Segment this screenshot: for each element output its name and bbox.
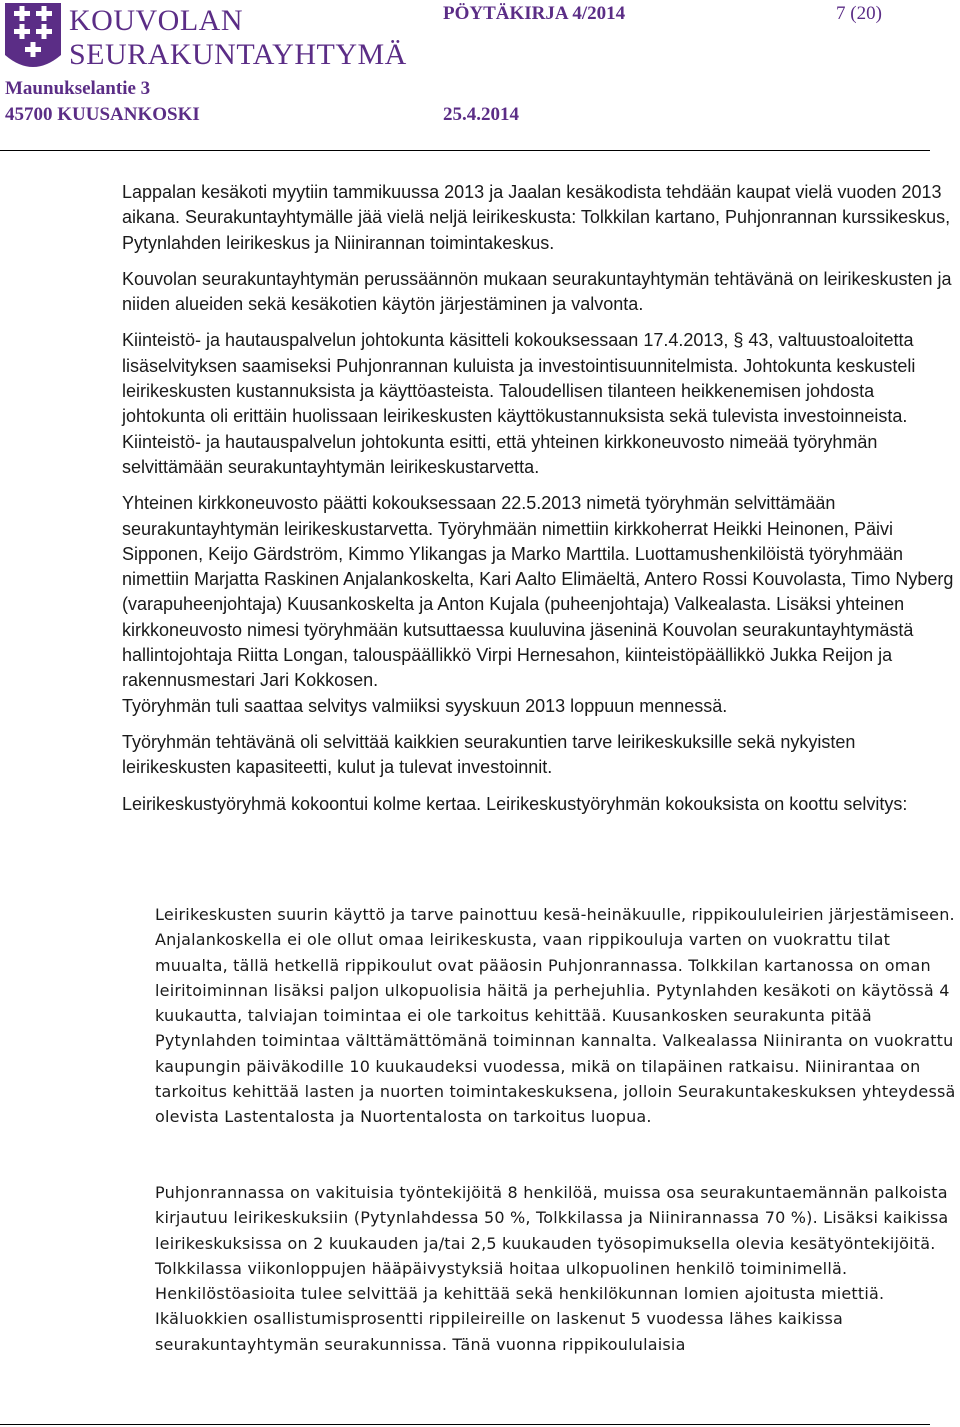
quote-paragraph: Puhjonrannassa on vakituisia työntekijöitä 8 henkilöä, muissa osa seurakuntaemännän palkoista kirjautuu leirikeskuksiin (Pytynlahdessa 50 %, Tolkkilassa ja Niinirannassa 70 %). Lisäksi kaikissa leirikeskuksissa on 2 kuukauden ja/tai 2,5 kuukauden työsopimuksella olevia kesätyöntekijöitä. Tolkkilassa viikonloppujen hääpäivystyksiä hoitaa ulkopuolinen henkilö toiminimellä. Henkilöstöasioita tulee selvittää ja kehittää sekä henkilökunnan lomien ajoitusta miettiä. Ikäluokkien osallistumisprosentti rippileireille on laskenut 5 vuodessa lähes kaikissa seurakuntayhtymän seurakunnissa. Tänä vuonna rippikoululaisia [155, 1183, 949, 1354]
address-city: 45700 KUUSANKOSKI [5, 104, 200, 125]
paragraph: Yhteinen kirkkoneuvosto päätti kokouksessaan 22.5.2013 nimetä työryhmän selvittämään seurakuntayhtymän leirikeskustarvetta. Työryhmään nimettiin kirkkoherrat Heikki Heinonen, Päivi Sipponen, Keijo Gärdström, Kimmo Ylikangas ja Marko Marttila. Luottamushenkilöistä työryhmään nimettiin Marjatta Raskinen Anjalankoskelta, Kari Aalto Elimäeltä, Antero Rossi Kouvolasta, Timo Nyberg (varapuheenjohtaja) Kuusankoskelta ja Anton Kujala (puheenjohtaja) Valkealasta. Lisäksi yhteinen kirkkoneuvosto nimesi työryhmään kutsuttaessa kuuluvina jäseninä Kouvolan seurakuntayhtymästä hallintojohtaja Riitta Longan, talouspäällikkö Virpi Hernesahon, kiinteistöpäällikkö Jukka Reijon ja rakennusmestari Jari Kokkosen. [122, 493, 954, 691]
header-divider [0, 150, 930, 151]
organization-logo [5, 3, 415, 75]
organization-name-line1: KOUVOLAN [69, 4, 243, 37]
cross-logo-icon [5, 3, 61, 75]
quoted-report [155, 902, 960, 1130]
quote-paragraph: Leirikeskusten suurin käyttö ja tarve painottuu kesä-heinäkuulle, rippikoululeirien järjestämiseen. Anjalankoskella ei ole ollut omaa leirikeskusta, vaan rippikouluja varten on vuokrattu tilat muualta, tällä hetkellä rippikoulut ovat pääosin Puhjonrannassa. Tolkkilan kartanossa on oman leiritoiminnan lisäksi paljon ulkopuolisia häitä ja perhejuhlia. Pytynlahden kesäkoti on käytössä 4 kuukautta, talviajan toimintaa ei ole tarkoitus kehittää. Kuusankosken seurakunta pitää Pytynlahden toimintaa välttämättömänä toiminnan kannalta. Valkealassa Niiniranta on vuokrattu kaupungin päiväkodille 10 kuukaudeksi vuodessa, mikä on tilapäinen ratkaisu. Niinirantaa on tarkoitus kehittää lasten ja nuorten toimintakeskuksena, jolloin Seurakuntakeskuksen yhteydessä olevista Lastentalosta ja Nuortentalosta on tarkoitus luopua. [155, 905, 956, 1127]
organization-name-line2: SEURAKUNTAYHTYMÄ [69, 38, 407, 71]
footer-divider [0, 1424, 930, 1425]
page-number: 7 (20) [836, 3, 882, 24]
paragraph: Työryhmän tuli saattaa selvitys valmiiksi syyskuun 2013 loppuun mennessä. [122, 695, 728, 716]
paragraph: Työryhmän tehtävänä oli selvittää kaikkien seurakuntien tarve leirikeskuksille sekä nykyisten leirikeskusten kapasiteetti, kulut ja tulevat investoinnit. [122, 731, 856, 778]
paragraph: Leirikeskustyöryhmä kokoontui kolme kertaa. Leirikeskustyöryhmän kokouksista on koottu selvitys: [122, 793, 908, 814]
paragraph: Kiinteistö- ja hautauspalvelun johtokunta käsitteli kokouksessaan 17.4.2013, § 43, valtuustoaloitetta lisäselvityksen saamiseksi Puhjonrannan kuluista ja investointisuunnitelmista. Johtokunta keskusteli leirikeskusten kustannuksista ja käyttöasteista. Taloudellisen tilanteen heikkenemisen johdosta johtokunta oli erittäin huolissaan leirikeskusten käyttökustannuksista sekä tulevista investoinneista. Kiinteistö- ja hautauspalvelun johtokunta esitti, että yhteinen kirkkoneuvosto nimeää työryhmän selvittämään seurakuntayhtymän leirikeskustarvetta. [122, 330, 916, 477]
quoted-report-continued [155, 1180, 960, 1357]
paragraph: Kouvolan seurakuntayhtymän perussäännön mukaan seurakuntayhtymän tehtävänä on leirikeskusten ja niiden alueiden sekä kesäkotien käytön järjestäminen ja valvonta. [122, 268, 952, 315]
document-body [122, 180, 958, 828]
document-date: 25.4.2014 [443, 104, 519, 125]
page-header [0, 0, 960, 140]
organization-name [69, 4, 407, 72]
paragraph: Lappalan kesäkoti myytiin tammikuussa 2013 ja Jaalan kesäkodista tehdään kaupat vielä vuoden 2013 aikana. Seurakuntayhtymälle jää vielä neljä leirikeskusta: Tolkkilan kartano, Puhjonrannan kurssikeskus, Pytynlahden leirikeskus ja Niinirannan toimintakeskus. [122, 182, 951, 253]
document-title: PÖYTÄKIRJA 4/2014 [443, 3, 626, 24]
address-street: Maunukselantie 3 [5, 78, 151, 99]
